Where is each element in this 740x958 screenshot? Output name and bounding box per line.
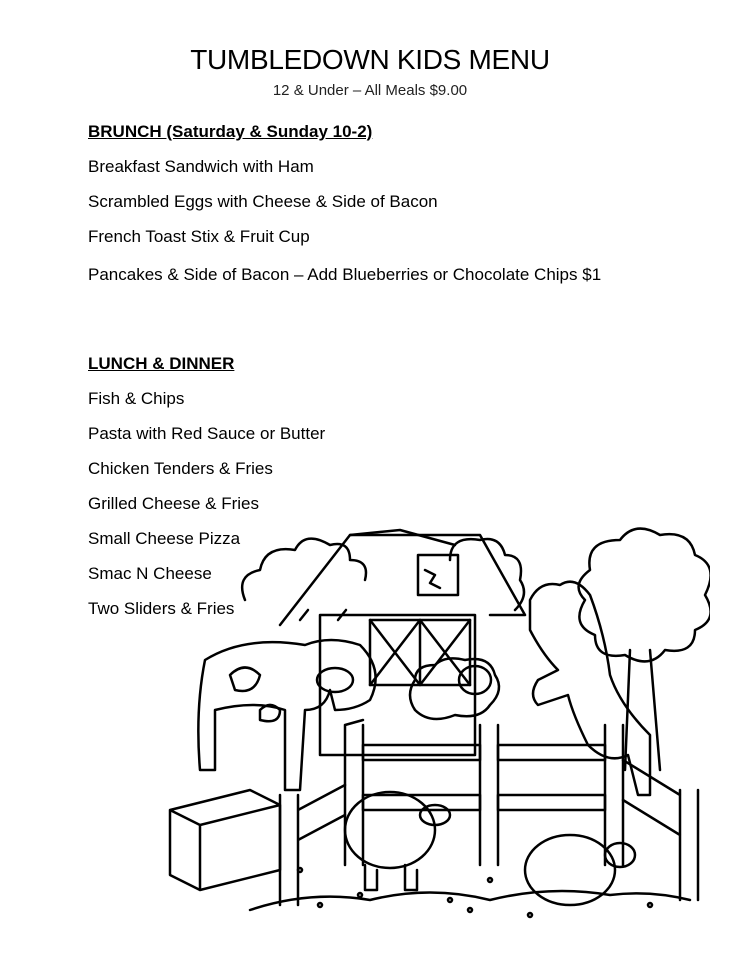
menu-subtitle: 12 & Under – All Meals $9.00 [272,82,468,99]
menu-title: TUMBLEDOWN KIDS MENU [190,44,550,75]
menu-item: Smac N Cheese [88,564,212,583]
menu-item: Fish & Chips [88,389,185,408]
menu-item: Grilled Cheese & Fries [88,494,260,513]
section-heading: LUNCH & DINNER [88,354,235,373]
menu-item: Pancakes & Side of Bacon – Add Blueberries or Chocolate Chips $1 [88,265,602,284]
farm-illustration-icon [150,510,710,920]
menu-item: Pasta with Red Sauce or Butter [88,424,326,443]
menu-item: Scrambled Eggs with Cheese & Side of Bacon [88,192,438,211]
menu-item: Two Sliders & Fries [88,599,235,618]
menu-item: Small Cheese Pizza [88,529,241,548]
section-brunch [88,122,668,303]
section-heading: BRUNCH (Saturday & Sunday 10-2) [88,122,373,141]
menu-item: French Toast Stix & Fruit Cup [88,227,310,246]
menu-item: Chicken Tenders & Fries [88,459,273,478]
menu-item: Breakfast Sandwich with Ham [88,157,314,176]
